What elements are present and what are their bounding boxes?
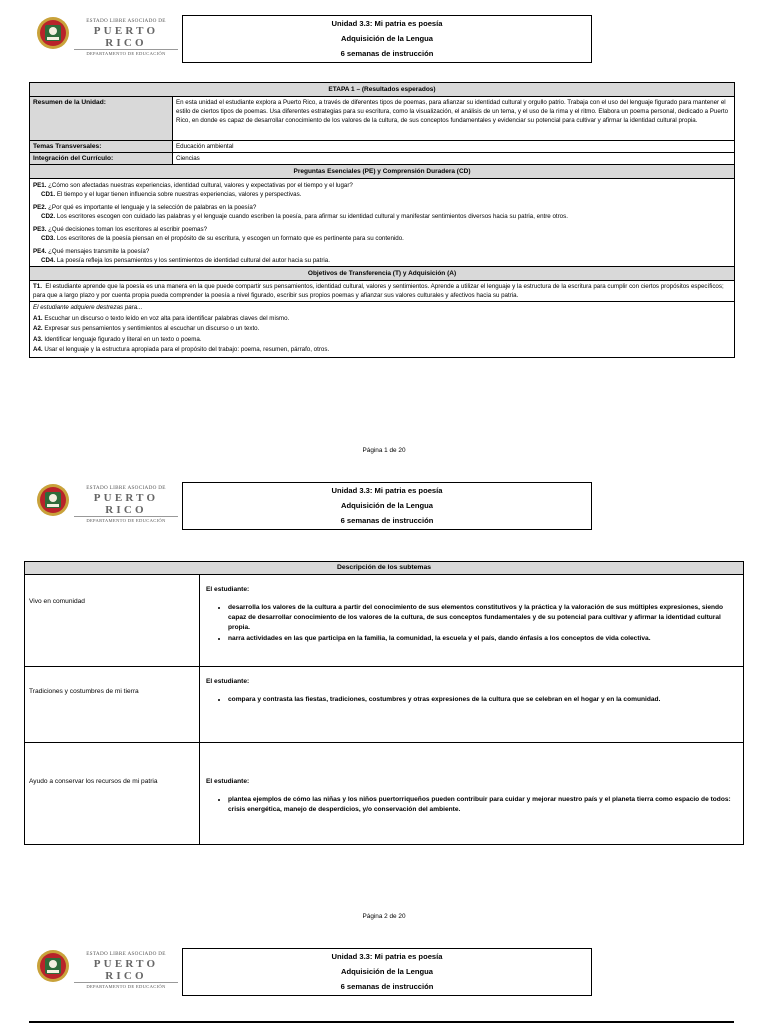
pe-heading: Preguntas Esenciales (PE) y Comprensión Duradera (CD) [30, 165, 735, 179]
acquisition-item: A1. Escuchar un discurso o texto leído en voz alta para identificar palabras claves del mismo. [33, 314, 290, 322]
page-number: Página 1 de 20 [362, 447, 406, 454]
list-item: • desarrolla los valores de la cultura a partir del conocimiento de sus elementos constitutivos y la práctica y la valoración de sus múltiples expresiones, siendo capaz de desarrollar conocimiento de los valores de la cultura, de sus conceptos fundamentales y de su potencial para cultivar y afirmar la identidad cultural propia. [228, 603, 737, 633]
logo-line1: ESTADO LIBRE ASOCIADO DE [86, 485, 166, 491]
department-logo [36, 949, 178, 989]
pe-text: ¿Cómo son afectadas nuestras experiencias, identidad cultural, valores y expectativas por el tiempo y el lugar? [48, 182, 353, 189]
acquisition-item: A2. Expresar sus pensamientos y sentimientos al escuchar un discurso o un texto. [33, 325, 260, 332]
logo-text [74, 951, 178, 990]
unit-title-box [182, 15, 592, 63]
pe-code: PE4. [33, 248, 47, 255]
logo-line3: DEPARTAMENTO DE EDUCACIÓN [74, 49, 178, 57]
logo-line1: ESTADO LIBRE ASOCIADO DE [86, 18, 166, 24]
question-item [33, 181, 731, 199]
stage1-table [29, 82, 735, 358]
transfer-code: T1. [33, 283, 42, 290]
transfer-cell [30, 281, 735, 302]
logo-text [74, 18, 178, 57]
logo-line3: DEPARTAMENTO DE EDUCACIÓN [74, 516, 178, 524]
unit-subject: Adquisición de la Lengua [341, 967, 433, 976]
acquisition-intro: El estudiante adquiere destrezas para... [33, 304, 143, 311]
subtopic-name: Vivo en comunidad [25, 575, 200, 667]
summary-text: En esta unidad el estudiante explora a Puerto Rico, a través de diferentes tipos de poemas, para afianzar su identidad cultural y orgullo patrio. Trabaja con el uso del lenguaje figurado para mantener el estilo de ciertos tipos de poemas. Usa diferentes estrategias para su escritura, como la visualización, el análisis de un tema, y el uso de la rima y el ritmo. Elabora un poema personal, dedicado a Puerto Rico, en donde es capaz de desarrollar conocimiento de los valores de la cultura, de sus conceptos fundamentales y evidenciar su potencial para cultivar y afirmar la identidad cultural propia. [173, 97, 735, 141]
stage1-heading: ETAPA 1 – (Resultados esperados) [30, 83, 735, 97]
acquisition-item: A4. Usar el lenguaje y la estructura apropiada para el propósito del trabajo: poema, resumen, párrafo, otros. [33, 346, 330, 353]
questions-cell [30, 179, 735, 267]
question-item [33, 203, 731, 221]
cd-text: Los escritores de la poesía piensan en el propósito de su escritura, y escogen un formato que es pertinente para su contenido. [56, 235, 404, 242]
acquisition-item: A3. Identificar lenguaje figurado y literal en un texto o poema. [33, 335, 202, 343]
unit-title: Unidad 3.3: Mi patria es poesía [331, 486, 443, 495]
cd-text: Los escritores escogen con cuidado las palabras y el lenguaje cuando escriben la poesía, para afirmar su identidad cultural y manifestar sentimientos diversos hacia su patria, entre otros. [56, 213, 568, 220]
unit-duration: 6 semanas de instrucción [340, 982, 434, 991]
integration-text: Ciencias [173, 153, 735, 165]
pe-text: ¿Qué mensajes transmite la poesía? [48, 248, 150, 255]
unit-subject: Adquisición de la Lengua [341, 34, 433, 43]
unit-title-box [182, 482, 592, 530]
cd-text: El tiempo y el lugar tienen influencia sobre nuestras experiencias, valores y perspectivas. [56, 191, 302, 198]
table-top-border [29, 1021, 734, 1023]
objectives-heading: Objetivos de Transferencia (T) y Adquisición (A) [30, 267, 735, 281]
seal-icon [36, 483, 70, 517]
cd-code: CD3. [41, 235, 56, 242]
logo-line2: PUERTO RICO [93, 958, 159, 982]
pe-text: ¿Por qué es importante el lenguaje y la selección de palabras en la poesía? [48, 204, 257, 211]
cd-code: CD1. [41, 191, 56, 198]
transversal-text: Educación ambiental [173, 141, 735, 153]
acquisition-cell [30, 302, 735, 358]
list-item: • narra actividades en las que participa en la familia, la comunidad, la escuela y el país, dando énfasis a los conceptos de vida colectiva. [228, 634, 737, 644]
cd-code: CD4. [41, 257, 56, 264]
subtopic-bullets [206, 795, 737, 815]
transfer-text: El estudiante aprende que la poesía es una manera en la que puede compartir sus pensamientos, identidad cultural, valores y sentimientos. Aprende a utilizar el lenguaje y la estructura de la escritura para cumplir con ciertos propósitos específicos; para que a largo plazo y por cuenta propia pueda comprender la poesía a nivel figurado, escribir sus propios poemas y afianzar sus valores culturales y afectivos hacia su patria. [33, 283, 724, 299]
integration-label: Integración del Currículo: [30, 153, 173, 165]
logo-line2: PUERTO RICO [93, 492, 159, 516]
subtopic-description: El estudiante: • desarrolla los valores de la cultura a partir del conocimiento de sus elementos constitutivos y la práctica y la valoración de sus múltiples expresiones, siendo capaz de desarrollar conocimiento de los valores de la cultura, de sus conceptos fundamentales y de su potencial para cultivar y afirmar la identidad cultural propia. • narra actividades en las que participa en la familia, la comunidad, la escuela y el país, dando énfasis a los conceptos de vida colectiva. [200, 575, 744, 667]
cd-text: La poesía refleja los pensamientos y los sentimientos de identidad cultural del autor hacia su patria. [56, 257, 330, 264]
list-item: • plantea ejemplos de cómo las niñas y los niños puertorriqueños pueden contribuir para cuidar y mejorar nuestro país y el planeta tierra como espacio de todos: crisis energética, manejo de desperdicios, y/o conservación del ambiente. [228, 795, 737, 815]
unit-duration: 6 semanas de instrucción [340, 49, 434, 58]
subtopic-description: El estudiante: • plantea ejemplos de cómo las niñas y los niños puertorriqueños pueden contribuir para cuidar y mejorar nuestro país y el planeta tierra como espacio de todos: crisis energética, manejo de desperdicios, y/o conservación del ambiente. [200, 743, 744, 845]
unit-duration: 6 semanas de instrucción [340, 516, 434, 525]
summary-label: Resumen de la Unidad: [30, 97, 173, 141]
unit-subject: Adquisición de la Lengua [341, 501, 433, 510]
subtopics-table [24, 561, 744, 845]
subtopic-bullets [206, 695, 737, 705]
question-item [33, 225, 731, 243]
list-item: • compara y contrasta las fiestas, tradiciones, costumbres y otras expresiones de la cultura que se celebran en el hogar y en la comunidad. [228, 695, 737, 705]
transversal-label: Temas Transversales: [30, 141, 173, 153]
unit-title-box [182, 948, 592, 996]
subtopic-bullets [206, 603, 737, 644]
unit-title: Unidad 3.3: Mi patria es poesía [331, 952, 443, 961]
pe-code: PE3. [33, 226, 47, 233]
subtopic-description: El estudiante: • compara y contrasta las fiestas, tradiciones, costumbres y otras expresiones de la cultura que se celebran en el hogar y en la comunidad. [200, 667, 744, 743]
logo-line1: ESTADO LIBRE ASOCIADO DE [86, 951, 166, 957]
seal-icon [36, 949, 70, 983]
logo-line3: DEPARTAMENTO DE EDUCACIÓN [74, 982, 178, 990]
cd-code: CD2. [41, 213, 56, 220]
subtopic-name: Ayudo a conservar los recursos de mi patria [25, 743, 200, 845]
department-logo [36, 483, 178, 523]
question-item [33, 247, 731, 265]
pe-text: ¿Qué decisiones toman los escritores al escribir poemas? [48, 226, 208, 233]
page-number: Página 2 de 20 [362, 913, 406, 920]
logo-line2: PUERTO RICO [93, 25, 159, 49]
pe-code: PE2. [33, 204, 47, 211]
logo-text [74, 485, 178, 524]
seal-icon [36, 16, 70, 50]
unit-title: Unidad 3.3: Mi patria es poesía [331, 19, 443, 28]
pe-code: PE1. [33, 182, 47, 189]
subtopics-heading: Descripción de los subtemas [25, 562, 744, 575]
subtopic-name: Tradiciones y costumbres de mi tierra [25, 667, 200, 743]
department-logo [36, 16, 178, 56]
